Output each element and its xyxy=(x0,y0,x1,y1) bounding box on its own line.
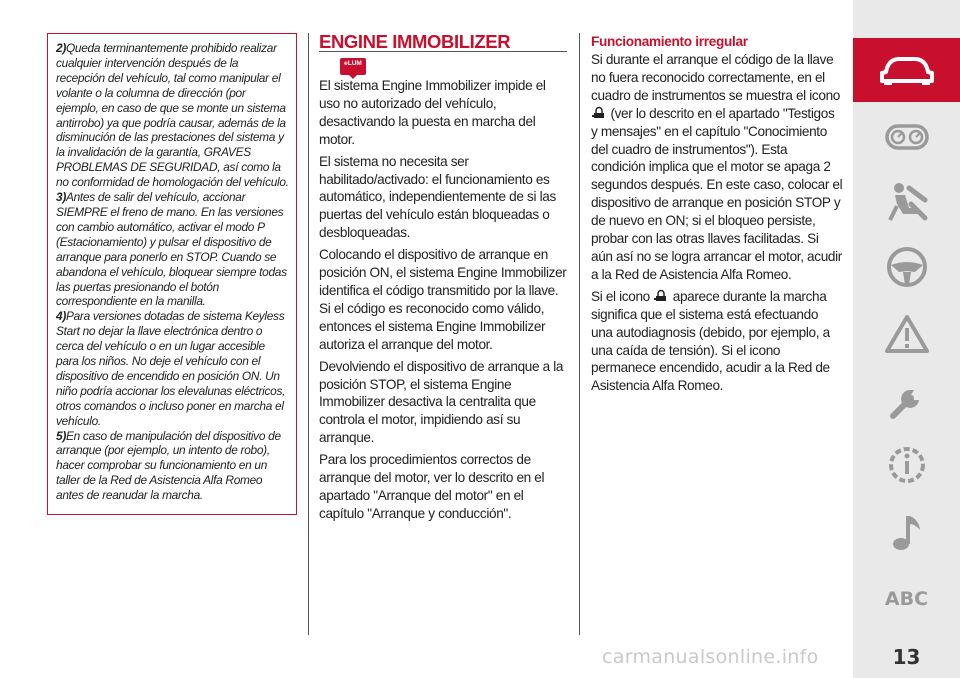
warning-text: En caso de manipulación del dispositivo de arranque (por ejemplo, un intento de robo), hacer comprobar su funcionamiento en un taller de la Red de Asistencia Alfa Romeo antes de reanudar la marcha. xyxy=(56,428,281,503)
warning-box xyxy=(47,33,297,515)
warning-item xyxy=(56,309,290,428)
warning-text: Para versiones dotadas de sistema Keyless Start no dejar la llave electrónica dentro o cerca del vehículo o en un lugar accesible para los niños. No deje el vehículo con el dispositivo de encendido en posición ON. Un niño podría accionar los elevalunas eléctricos, otros comandos o incluso poner en marcha el vehículo. xyxy=(56,309,286,428)
chapter-sidebar xyxy=(853,0,960,678)
warning-number: 5) xyxy=(56,428,66,443)
sidebar-item-starting-driving[interactable] xyxy=(853,235,960,299)
sidebar-item-safety[interactable] xyxy=(853,170,960,234)
abc-index-label: ABC xyxy=(884,588,929,610)
music-note-icon xyxy=(887,510,927,554)
sidebar-item-index[interactable] xyxy=(853,567,960,631)
body-paragraph: Para los procedimientos correctos de arranque del motor, ver lo descrito en el apartado "Arranque del motor" en el capítulo "Arranque y conducción". xyxy=(319,452,545,521)
warning-number: 3) xyxy=(56,190,66,205)
page-number: 13 xyxy=(892,645,921,669)
body-paragraph: El sistema Engine Immobilizer impide el uso no autorizado del vehículo, desactivando la puesta en marcha del motor. xyxy=(319,78,546,147)
paragraph-text: Si durante el arranque el código de la llave no fuera reconocido correctamente, en el cuadro de instrumentos se muestra el icono xyxy=(591,52,841,103)
warning-item xyxy=(56,190,290,309)
steering-wheel-icon xyxy=(885,245,929,289)
sidebar-item-maintenance[interactable] xyxy=(853,368,960,432)
paragraph-text: Si el icono xyxy=(591,288,650,304)
sidebar-item-multimedia[interactable] xyxy=(853,500,960,564)
elum-badge: eLUM xyxy=(340,58,366,75)
warning-item xyxy=(56,429,290,504)
sidebar-item-technical-data[interactable] xyxy=(853,433,960,497)
immobilizer-warning-icon xyxy=(653,289,669,303)
warning-number: 2) xyxy=(56,41,66,55)
sidebar-item-emergency[interactable] xyxy=(853,302,960,366)
subheading: Funcionamiento irregular xyxy=(591,34,748,49)
warning-number: 4) xyxy=(56,309,66,324)
warning-item xyxy=(56,41,290,190)
body-paragraph: El sistema no necesita ser habilitado/activado: el funcionamiento es automático, independientemente de si las puertas del vehículo están bloqueadas o desbloqueadas. xyxy=(319,153,556,241)
body-paragraph xyxy=(591,51,843,284)
warning-text: Queda terminantemente prohibido realizar cualquier intervención después de la recepción del vehículo, tal como manipular el volante o la columna de dirección (por ejemplo, en caso de que se monte un sistema antirrobo) ya que podría causar, además de la disminución de las prestaciones del sistema y la invalidación de la garantía, GRAVES PROBLEMAS DE SEGURIDAD, así como la no conformidad de homologación del vehículo. xyxy=(56,41,289,190)
info-gear-icon xyxy=(885,443,929,487)
warning-triangle-icon xyxy=(884,313,930,355)
column-divider xyxy=(308,33,309,635)
warning-text: Antes de salir del vehículo, accionar SIEMPRE el freno de mano. En las versiones con cambio automático, activar el modo P (Estacionamiento) y pulsar el dispositivo de arranque para ponerlo en STOP. Cuando se abandona el vehículo, bloquear siempre todas las puertas presionando el botón correspondiente en la manilla. xyxy=(56,190,287,309)
wrench-icon xyxy=(885,378,929,422)
paragraph-text: (ver lo descrito en el apartado "Testigos y mensajes" en el capítulo "Conocimiento del cuadro de instrumentos"). Esta condición implica que el motor se apaga 2 segundos después. En este caso, colocar el dispositivo de arranque en posición STOP y de nuevo en ON; si el bloqueo persiste, probar con las otras llaves facilitadas. Si aún así no se logra arrancar el motor, acudir a la Red de Asistencia Alfa Romeo. xyxy=(591,105,843,282)
paragraph-text: aparece durante la marcha significa que el sistema está efectuando una autodiagnosis (debido, por ejemplo, a una caída de tensión). Si el icono permanece encendido, acudir a la Red de Asistencia Alfa Romeo. xyxy=(591,288,830,394)
body-paragraph xyxy=(591,288,843,395)
irregular-operation-section xyxy=(591,33,843,399)
car-icon xyxy=(878,54,936,86)
body-paragraph: Devolviendo el dispositivo de arranque a la posición STOP, el sistema Engine Immobilizer desactiva la centralita que controla el motor, impidiendo así su arranque. xyxy=(319,358,564,446)
sidebar-item-vehicle[interactable] xyxy=(853,38,960,102)
engine-immobilizer-section xyxy=(319,33,569,527)
column-divider xyxy=(579,33,580,635)
section-title: ENGINE IMMOBILIZER xyxy=(319,33,567,52)
sidebar-item-instruments[interactable] xyxy=(853,105,960,169)
watermark: carmanualsonline.info xyxy=(602,646,819,668)
seated-passenger-icon xyxy=(885,180,929,224)
elum-row xyxy=(319,52,569,77)
body-paragraph: Colocando el dispositivo de arranque en posición ON, el sistema Engine Immobilizer identifica el código transmitido por la llave. Si el código es reconocido como válido, entonces el sistema Engine Immobilizer autoriza el arranque del motor. xyxy=(319,247,567,352)
immobilizer-warning-icon xyxy=(591,106,607,120)
instrument-cluster-icon xyxy=(884,122,930,152)
